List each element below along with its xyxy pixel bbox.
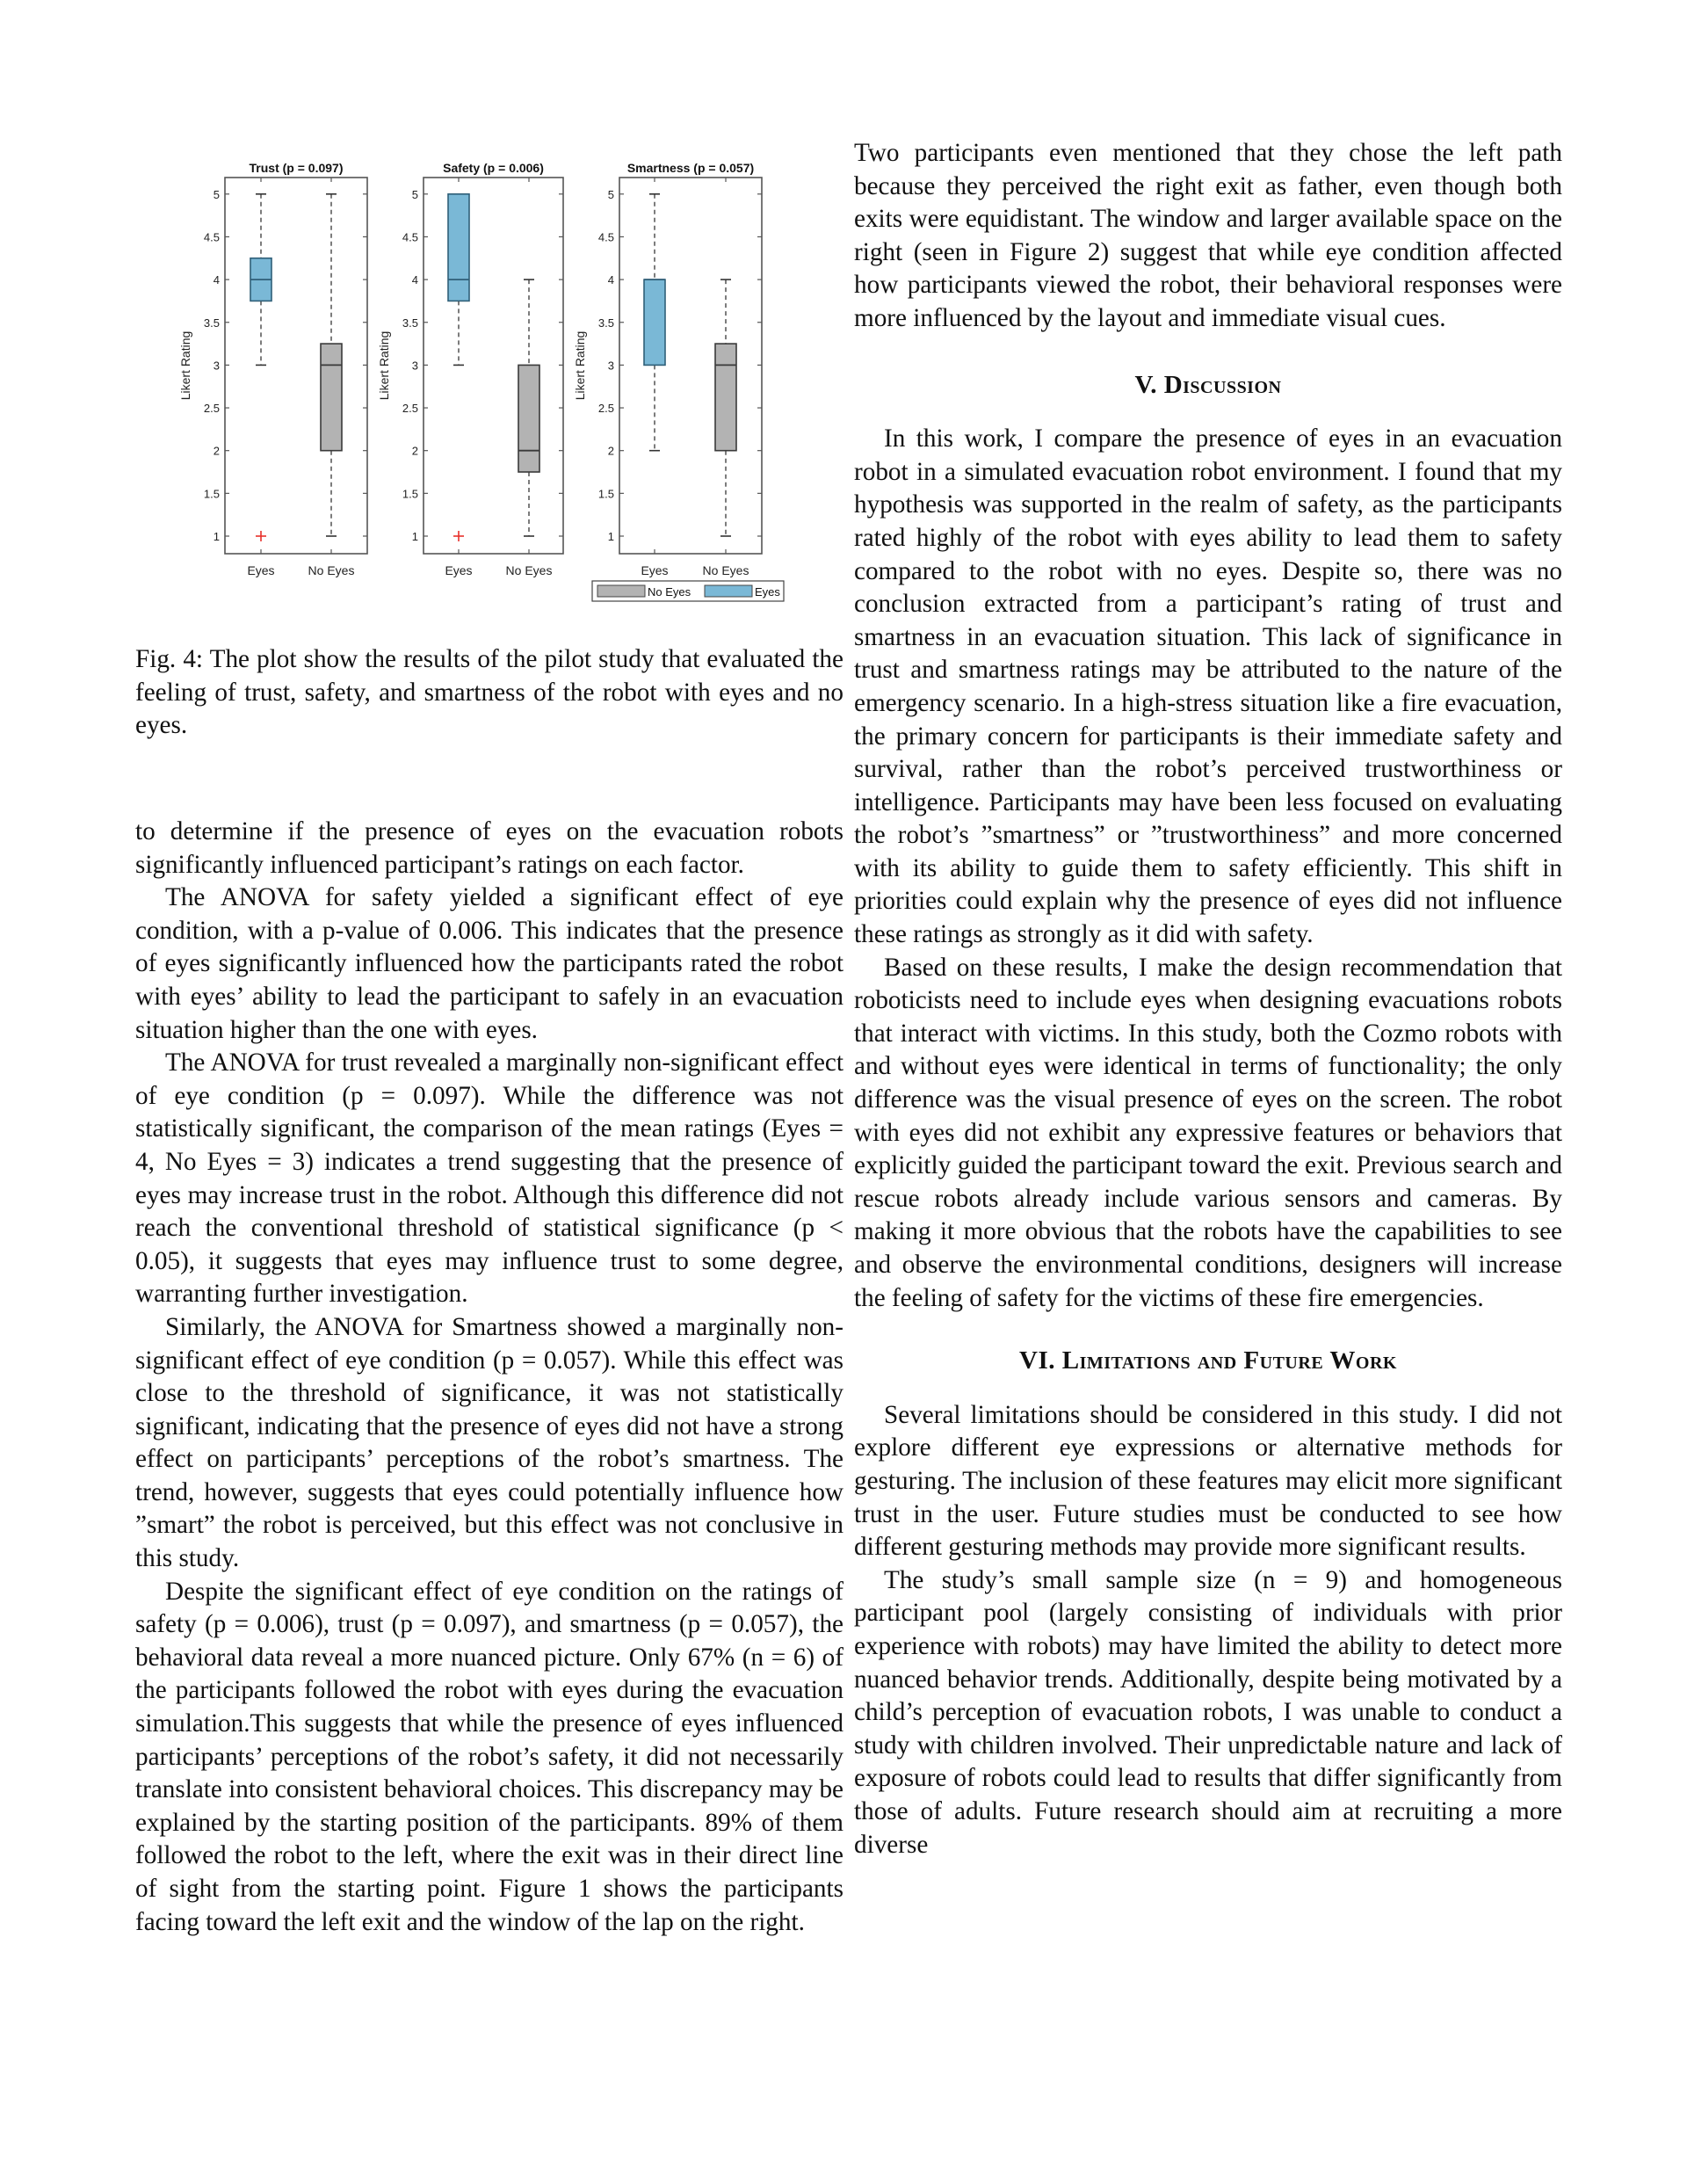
y-tick-label: 3.5 bbox=[597, 316, 614, 330]
y-tick-label: 2.5 bbox=[597, 402, 614, 416]
y-tick-label: 4.5 bbox=[203, 230, 220, 244]
y-tick-label: 5 bbox=[411, 187, 418, 201]
plot-title: Smartness (p = 0.057) bbox=[626, 161, 755, 175]
legend-swatch-no-eyes bbox=[597, 585, 645, 597]
y-axis-label: Likert Rating bbox=[377, 330, 391, 401]
x-tick-label: No Eyes bbox=[308, 563, 355, 577]
y-tick-label: 2.5 bbox=[203, 402, 220, 416]
paragraph: In this work, I compare the presence of eyes in an evacuation robot in a simulated evacuation robot environment. I found that my hypothesis was supported in the realm of safety, as the participants rated highly of the robot with eyes ability to lead them to safety compared to the robot with no eyes. Despite so, there was no conclusion extracted from a participant’s rating of trust and smartness in an evacuation situation. This lack of significance in trust and smartness ratings may be attributed to the nature of the emergency scenario. In a high-stress situation like a fire evacuation, the primary concern for participants is their immediate safety and survival, rather than the robot’s perceived trustworthiness or intelligence. Participants may have been less focused on evaluating the robot’s ”smartness” or ”trustworthiness” and more concerned with its ability to guide them to safety efficiently. This shift in priorities could explain why the presence of eyes did not influence these ratings as strongly as it did with safety. bbox=[854, 424, 1562, 949]
y-tick-label: 3.5 bbox=[402, 316, 418, 330]
paragraph: Similarly, the ANOVA for Smartness showed a marginally non-significant effect of eye condition (p = 0.057). While this effect was close to the threshold of significance, it was not statistically significant, indicating that the presence of eyes did not have a strong effect on participants’ perceptions of the robot’s smartness. The trend, however, suggests that eyes could potentially influence how ”smart” the robot is perceived, but this effect was not conclusive in this study. bbox=[135, 1312, 844, 1573]
x-tick-label: Eyes bbox=[247, 563, 275, 577]
box-no-eyes bbox=[715, 344, 736, 451]
paragraph: The study’s small sample size (n = 9) and homogeneous participant pool (largely consisting of individuals with prior experience with robots) may have limited the ability to detect more nuanced behavior trends. Additionally, despite being motivated by a child’s perception of evacuation robots, I was unable to conduct a study with children involved. Their unpredictable nature and lack of exposure of robots could lead to results that differ significantly from those of adults. Future research should aim at recruiting a more diverse bbox=[854, 1565, 1562, 1859]
y-tick-label: 3.5 bbox=[203, 316, 220, 330]
y-tick-label: 4.5 bbox=[402, 230, 418, 244]
y-tick-label: 1.5 bbox=[203, 487, 220, 501]
plot-title: Trust (p = 0.097) bbox=[249, 161, 344, 175]
paragraph: Based on these results, I make the design recommendation that roboticists need to include eyes when designing evacuations robots that interact with victims. In this study, both the Cozmo robots with and without eyes were identical in terms of functionality; the only difference was the visual presence of eyes on the screen. The robot with eyes did not exhibit any expressive features or behaviors that explicitly guided the participant toward the exit. Previous search and rescue robots already include various sensors and cameras. By making it more obvious that the robots have the capabilities to see and observe the environmental conditions, designers will increase the feeling of safety for the victims of these fire emergencies. bbox=[854, 953, 1562, 1312]
box-no-eyes bbox=[518, 365, 539, 472]
y-tick-label: 1 bbox=[607, 530, 614, 543]
figure-caption: Fig. 4: The plot show the results of the pilot study that evaluated the feeling of trust, safety, and smartness of the robot with eyes and no eyes. bbox=[135, 645, 844, 740]
paragraph: The ANOVA for trust revealed a marginally non-significant effect of eye condition (p = 0.097). While the difference was not statistically significant, the comparison of the mean ratings (Eyes = 4, No Eyes = 3) indicates a trend suggesting that the presence of eyes may increase trust in the robot. Although this difference did not reach the conventional threshold of statistical significance (p < 0.05), it suggests that eyes may influence trust to some degree, warranting further investigation. bbox=[135, 1048, 844, 1309]
x-tick-label: No Eyes bbox=[702, 563, 749, 577]
paragraph: Despite the significant effect of eye condition on the ratings of safety (p = 0.006), trust (p = 0.097), and smartness (p = 0.057), the behavioral data reveal a more nuanced picture. Only 67% (n = 6) of the participants followed the robot with eyes during the evacuation simulation.This suggests that while the presence of eyes influenced participants’ perceptions of the robot’s safety, it did not necessarily translate into consistent behavioral choices. This discrepancy may be explained by the starting position of the participants. 89% of them followed the robot to the left, where the exit was in their direct line of sight from the starting point. Figure 1 shows the participants facing toward the left exit and the window of the lap on the right. bbox=[135, 1577, 844, 1936]
y-tick-label: 3 bbox=[213, 359, 220, 373]
x-tick-label: No Eyes bbox=[505, 563, 553, 577]
y-tick-label: 5 bbox=[213, 187, 220, 201]
y-tick-label: 2 bbox=[213, 444, 220, 458]
y-tick-label: 1 bbox=[213, 530, 220, 543]
plot-frame bbox=[225, 178, 367, 554]
y-tick-label: 5 bbox=[607, 187, 614, 201]
y-tick-label: 4 bbox=[607, 273, 614, 287]
x-tick-label: Eyes bbox=[445, 563, 473, 577]
y-tick-label: 1 bbox=[411, 530, 418, 543]
paragraph: to determine if the presence of eyes on the evacuation robots significantly influenced participant’s ratings on each factor. bbox=[135, 817, 844, 879]
plot-title: Safety (p = 0.006) bbox=[443, 161, 544, 175]
y-tick-label: 1.5 bbox=[597, 487, 614, 501]
plot-frame bbox=[619, 178, 762, 554]
y-tick-label: 1.5 bbox=[402, 487, 418, 501]
y-tick-label: 4 bbox=[213, 273, 220, 287]
x-tick-label: Eyes bbox=[641, 563, 669, 577]
y-tick-label: 4 bbox=[411, 273, 418, 287]
y-tick-label: 2.5 bbox=[402, 402, 418, 416]
y-tick-label: 2 bbox=[607, 444, 614, 458]
y-tick-label: 4.5 bbox=[597, 230, 614, 244]
paragraph: Several limitations should be considered in this study. I did not explore different eye expressions or alternative methods for gesturing. The inclusion of these features may elicit more significant trust in the user. Future studies must be conducted to see how different gesturing methods may provide more significant results. bbox=[854, 1400, 1562, 1562]
y-tick-label: 3 bbox=[607, 359, 614, 373]
legend-label-no-eyes: No Eyes bbox=[648, 585, 691, 599]
legend-swatch-eyes bbox=[705, 585, 752, 597]
plot-frame bbox=[424, 178, 563, 554]
section-heading-discussion: V. Discussion bbox=[1134, 370, 1282, 399]
left-column bbox=[135, 816, 844, 1939]
y-tick-label: 2 bbox=[411, 444, 418, 458]
paragraph: Two participants even mentioned that they chose the left path because they perceived the right exit as father, even though both exits were equidistant. The window and larger available space on the right (seen in Figure 2) suggest that while eye condition affected how participants viewed the robot, their behavioral responses were more influenced by the layout and immediate visual cues. bbox=[854, 139, 1562, 332]
y-axis-label: Likert Rating bbox=[573, 330, 587, 401]
paragraph: The ANOVA for safety yielded a significant effect of eye condition, with a p-value of 0.006. This indicates that the presence of eyes significantly influenced how the participants rated the robot with eyes’ ability to lead the participant to safely in an evacuation situation higher than the one with eyes. bbox=[135, 883, 844, 1044]
y-tick-label: 3 bbox=[411, 359, 418, 373]
box-eyes bbox=[448, 194, 469, 301]
box-no-eyes bbox=[321, 344, 342, 451]
y-axis-label: Likert Rating bbox=[178, 330, 192, 401]
legend-label-eyes: Eyes bbox=[755, 585, 780, 599]
right-column bbox=[854, 137, 1562, 1861]
section-heading-limitations: VI. Limitations and Future Work bbox=[1019, 1346, 1397, 1375]
box-eyes bbox=[644, 279, 665, 365]
